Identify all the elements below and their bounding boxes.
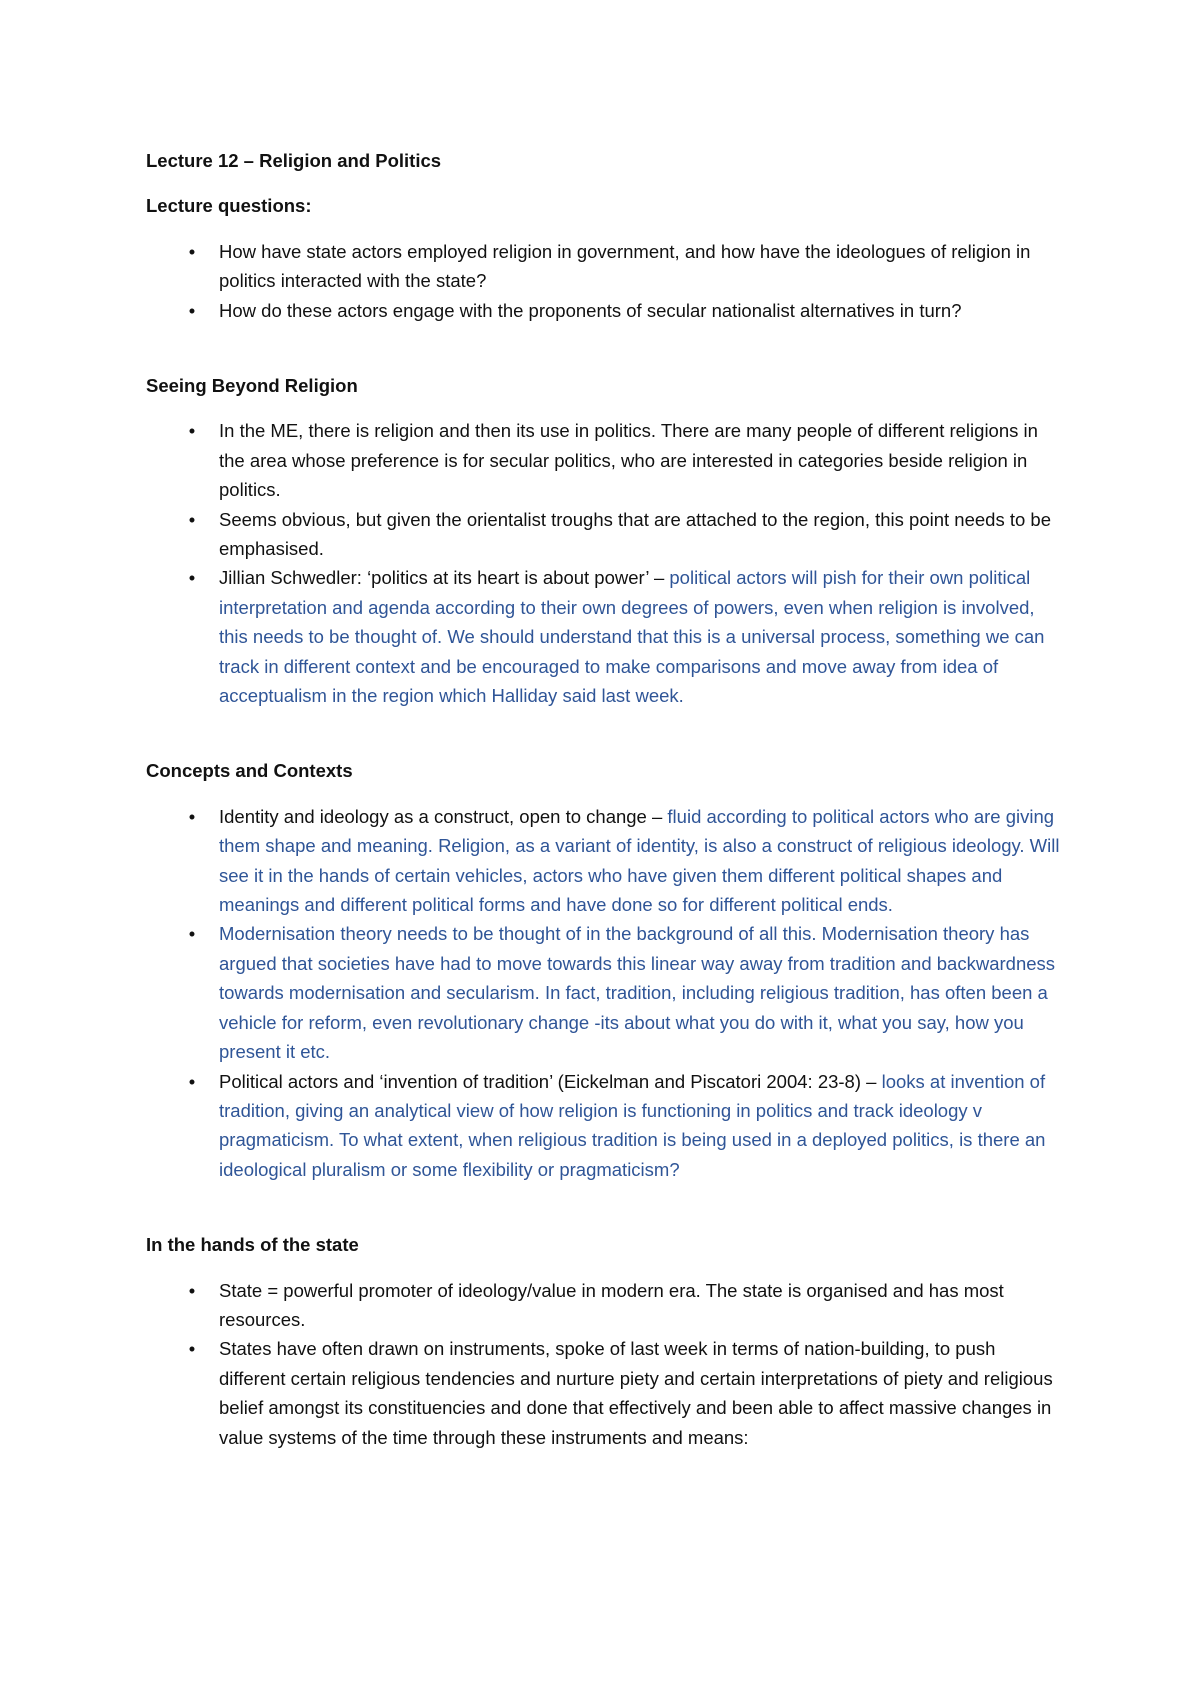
bullet-icon: • [188,508,196,530]
list-item [146,919,1066,1066]
bullet-icon: • [188,567,196,589]
question-text: How do these actors engage with the proponents of secular nationalist alternatives in turn? [219,299,962,321]
section-list [146,416,1066,710]
item-text: State = powerful promoter of ideology/value in modern era. The state is organised and has most resources. [219,1279,1004,1330]
item-text: Identity and ideology as a construct, open to change – [219,805,668,827]
question-text: How have state actors employed religion in government, and how have the ideologues of religion in politics interacted with the state? [219,240,1031,292]
list-item [146,237,1066,296]
bullet-icon: • [188,1338,196,1360]
document-page [146,146,1066,1452]
section-heading: Concepts and Contexts [146,760,353,782]
item-text: Jillian Schwedler: ‘politics at its heart is about power’ – [219,567,670,589]
bullet-icon: • [188,923,196,945]
item-text: In the ME, there is religion and then its use in politics. There are many people of different religions in the area whose preference is for secular politics, who are interested in categories beside religion in politics. [219,420,1038,501]
questions-list [146,237,1066,325]
list-item [146,1067,1066,1185]
item-note: Modernisation theory needs to be thought of in the background of all this. Modernisation theory has argued that societies have had to move towards this linear way away from tradition and backwardness towards modernisation and secularism. In fact, tradition, including religious tradition, has often been a vehicle for reform, even revolutionary change -its about what you do with it, what you say, how you present it etc. [219,923,1056,1063]
bullet-icon: • [188,1279,196,1301]
item-text: States have often drawn on instruments, spoke of last week in terms of nation-building, to push different certain religious tendencies and nurture piety and certain interpretations of piety and religious belief amongst its constituencies and done that effectively and been able to affect massive changes in value systems of the time through these instruments and means: [219,1338,1053,1448]
section-list [146,802,1066,1184]
document-title: Lecture 12 – Religion and Politics [146,150,442,171]
list-item [146,416,1066,504]
bullet-icon: • [188,240,196,262]
section-heading: Seeing Beyond Religion [146,375,358,396]
item-note: political actors will pish for their own political interpretation and agenda according to their own degrees of powers, even when religion is involved, this needs to be thought of. We should understand that this is a universal process, something we can track in different context and be encouraged to make comparisons and move away from idea of acceptualism in the region which Halliday said last week. [219,567,1045,707]
list-item [146,563,1066,710]
bullet-icon: • [188,299,196,321]
list-item [146,505,1066,564]
list-item [146,1334,1066,1452]
section-list [146,1276,1066,1452]
item-note: looks at invention of tradition, giving an analytical view of how religion is functioning in politics and track ideology v pragmaticism. To what extent, when religious tradition is being used in a deployed politics, is there an ideological pluralism or some flexibility or pragmaticism? [219,1070,1046,1180]
bullet-icon: • [188,1070,196,1092]
item-note: fluid according to political actors who are giving them shape and meaning. Religion, as a variant of identity, is also a construct of religious ideology. Will see it in the hands of certain vehicles, actors who have given them different political shapes and meanings and different political forms and have done so for different political ends. [219,805,1060,916]
list-item [146,802,1066,920]
item-text: Seems obvious, but given the orientalist troughs that are attached to the region, this point needs to be emphasised. [219,508,1052,560]
questions-heading: Lecture questions: [146,195,312,217]
list-item [146,1276,1066,1335]
item-text: Political actors and ‘invention of tradition’ (Eickelman and Piscatori 2004: 23-8) – [219,1070,882,1092]
bullet-icon: • [188,420,196,442]
bullet-icon: • [188,805,196,827]
section-heading: In the hands of the state [146,1234,359,1256]
list-item [146,296,1066,325]
